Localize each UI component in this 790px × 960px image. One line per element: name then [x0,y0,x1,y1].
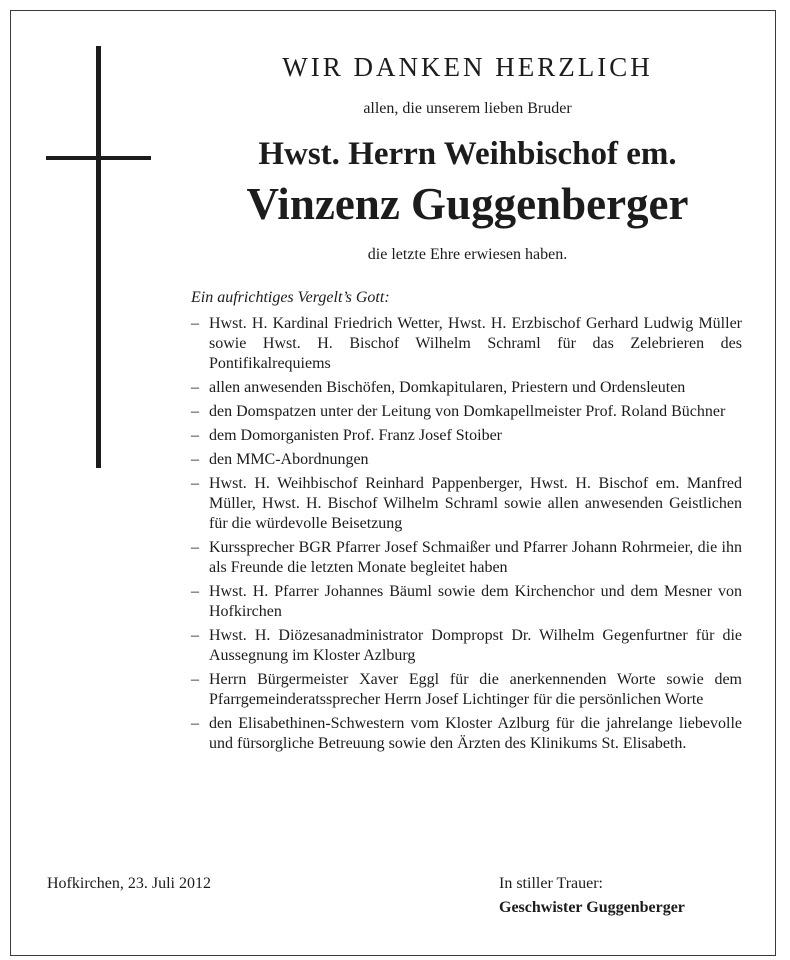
signature-name: Geschwister Guggenberger [499,899,685,916]
list-item [191,714,742,754]
dash-marker: – [191,475,199,492]
dash-marker: – [191,379,199,396]
dash-marker: – [191,583,199,600]
list-item [191,626,742,666]
thanks-lead: Ein aufrichtiges Vergelt’s Gott: [191,289,390,306]
list-item [191,582,742,622]
deceased-title: Hwst. Herrn Weihbischof em. [258,136,677,172]
list-item-text: dem Domorganisten Prof. Franz Josef Stoiber [209,427,502,444]
list-item-text: Hwst. H. Kardinal Friedrich Wetter, Hwst. H. Erzbischof Gerhard Ludwig Müller sowie Hwst. H. Bischof Wilhelm Schraml für das Zelebrieren des Pontifikalrequiems [209,315,742,372]
outro-text: die letzte Ehre erwiesen haben. [367,246,568,263]
thanks-heading: WIR DANKEN HERZLICH [282,52,653,82]
dash-marker: – [191,427,199,444]
list-item [191,538,742,578]
place-date: Hofkirchen, 23. Juli 2012 [47,875,211,892]
list-item-text: den Elisabethinen-Schwestern vom Kloster Azlburg für die jahrelange liebevolle und fürsorgliche Betreuung sowie den Ärzten des Klinikums St. Elisabeth. [209,715,742,752]
list-item-text: den Domspatzen unter der Leitung von Domkapellmeister Prof. Roland Büchner [209,403,726,420]
list-item [191,450,742,470]
list-item-text: Herrn Bürgermeister Xaver Eggl für die anerkennenden Worte sowie dem Pfarrgemeinderatssprecher Herrn Josef Lichtinger für die persönlichen Worte [209,671,742,708]
cross-icon-vertical [96,46,101,468]
dash-marker: – [191,539,199,556]
dash-marker: – [191,715,199,732]
list-item [191,426,742,446]
deceased-name: Vinzenz Guggenberger [246,179,689,229]
list-item-text: Hwst. H. Weihbischof Reinhard Pappenberger, Hwst. H. Bischof em. Manfred Müller, Hwst. H. Bischof Wilhelm Schraml sowie allen anwesenden Geistlichen für die würdevolle Beisetzung [209,475,742,532]
signature-label: In stiller Trauer: [499,875,603,892]
list-item-text: allen anwesenden Bischöfen, Domkapitularen, Priestern und Ordensleuten [209,379,686,396]
thanks-list [191,314,742,758]
dash-marker: – [191,671,199,688]
list-item [191,670,742,710]
list-item [191,378,742,398]
list-item [191,314,742,374]
list-item [191,402,742,422]
list-item [191,474,742,534]
dash-marker: – [191,627,199,644]
list-item-text: Hwst. H. Diözesanadministrator Dompropst Dr. Wilhelm Gegenfurtner für die Aussegnung im Kloster Azlburg [209,627,742,664]
dash-marker: – [191,451,199,468]
list-item-text: den MMC-Abordnungen [209,451,369,468]
intro-text: allen, die unserem lieben Bruder [363,100,572,117]
dash-marker: – [191,315,199,332]
cross-icon-horizontal [46,156,151,160]
list-item-text: Hwst. H. Pfarrer Johannes Bäuml sowie dem Kirchenchor und dem Mesner von Hofkirchen [209,583,742,620]
list-item-text: Kurssprecher BGR Pfarrer Josef Schmaißer und Pfarrer Johann Rohrmeier, die ihn als Freunde die letzten Monate begleitet haben [209,539,742,576]
dash-marker: – [191,403,199,420]
